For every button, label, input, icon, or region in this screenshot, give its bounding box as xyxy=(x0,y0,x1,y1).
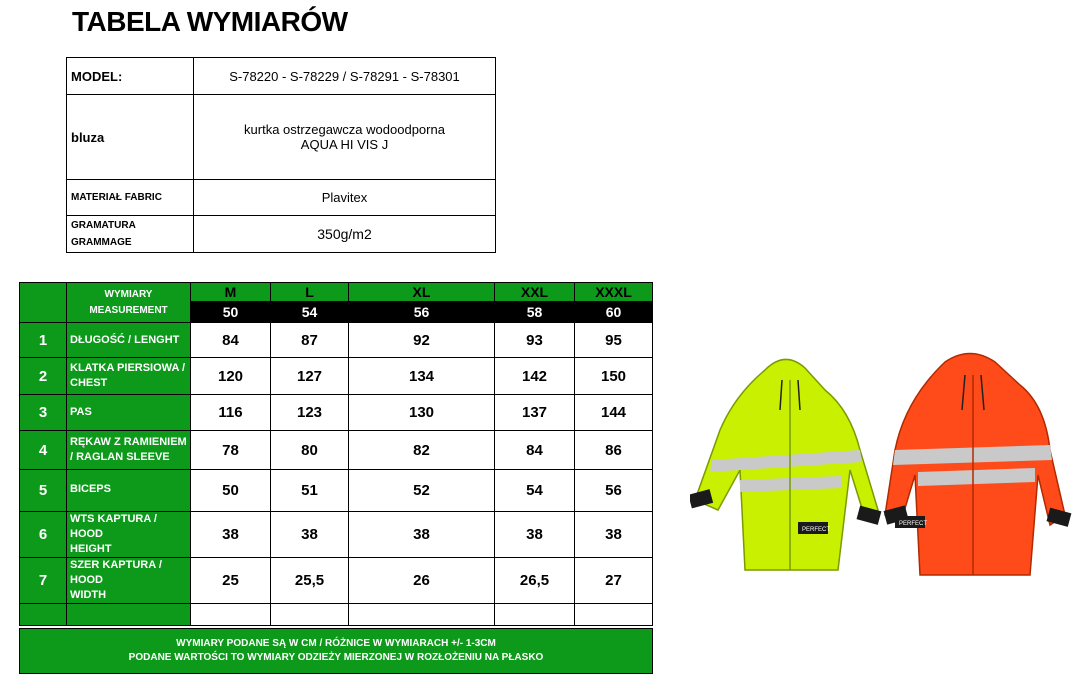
table-cell: 38 xyxy=(495,512,575,558)
row-label-line1: DŁUGOŚĆ / LENGHT xyxy=(70,333,180,346)
empty-cell xyxy=(349,604,495,626)
row-label-line1: BICEPS xyxy=(70,483,111,495)
table-cell: 93 xyxy=(495,323,575,358)
row-label-line1: WTS KAPTURA / HOOD xyxy=(70,513,157,540)
row-label-line2: WIDTH xyxy=(70,589,107,601)
table-row xyxy=(20,512,653,558)
header-empty-cell xyxy=(20,283,67,323)
size-chart-table xyxy=(19,282,653,626)
row-label xyxy=(67,558,191,604)
page-title: TABELA WYMIARÓW xyxy=(72,6,348,37)
row-label xyxy=(67,358,191,395)
empty-cell xyxy=(271,604,349,626)
eu-size: 58 xyxy=(495,302,575,323)
row-label-line2: / RAGLAN SLEEVE xyxy=(70,451,170,463)
row-number: 1 xyxy=(20,323,67,358)
grammage-row xyxy=(67,216,496,253)
table-cell: 134 xyxy=(349,358,495,395)
table-row xyxy=(20,323,653,358)
grammage-label-pl: GRAMATURA xyxy=(71,220,136,231)
table-cell: 137 xyxy=(495,395,575,431)
row-number: 6 xyxy=(20,512,67,558)
material-value: Plavitex xyxy=(194,180,496,216)
row-label xyxy=(67,470,191,512)
table-cell: 86 xyxy=(575,431,653,470)
table-cell: 150 xyxy=(575,358,653,395)
table-cell: 82 xyxy=(349,431,495,470)
eu-size: 50 xyxy=(191,302,271,323)
row-label-line2: HEIGHT xyxy=(70,543,112,555)
empty-cell xyxy=(495,604,575,626)
yellow-jacket-image xyxy=(690,359,881,570)
size-label-row xyxy=(20,283,653,302)
table-cell: 116 xyxy=(191,395,271,431)
grammage-value: 350g/m2 xyxy=(194,216,496,253)
row-label-line1: KLATKA PIERSIOWA / xyxy=(70,362,186,374)
row-label-line1: SZER KAPTURA / HOOD xyxy=(70,559,162,586)
model-value: S-78220 - S-78229 / S-78291 - S-78301 xyxy=(194,58,496,95)
model-label: MODEL: xyxy=(67,58,194,95)
table-row xyxy=(20,558,653,604)
jackets-illustration xyxy=(690,350,1075,580)
table-cell: 120 xyxy=(191,358,271,395)
table-cell: 144 xyxy=(575,395,653,431)
row-number: 3 xyxy=(20,395,67,431)
empty-cell xyxy=(20,604,67,626)
table-row-empty xyxy=(20,604,653,626)
row-label xyxy=(67,431,191,470)
table-cell: 26 xyxy=(349,558,495,604)
table-cell: 142 xyxy=(495,358,575,395)
table-cell: 127 xyxy=(271,358,349,395)
table-row xyxy=(20,470,653,512)
grammage-label-en: GRAMMAGE xyxy=(71,237,132,248)
grammage-label xyxy=(67,216,194,253)
measurement-header-pl: WYMIARY xyxy=(104,288,153,300)
material-row xyxy=(67,180,496,216)
row-label-line2: CHEST xyxy=(70,377,108,389)
table-cell: 51 xyxy=(271,470,349,512)
row-number: 7 xyxy=(20,558,67,604)
table-cell: 84 xyxy=(191,323,271,358)
size-label: XXL xyxy=(495,283,575,302)
row-number: 4 xyxy=(20,431,67,470)
table-cell: 38 xyxy=(191,512,271,558)
row-label xyxy=(67,323,191,358)
table-cell: 54 xyxy=(495,470,575,512)
row-label xyxy=(67,395,191,431)
material-label: MATERIAŁ FABRIC xyxy=(67,180,194,216)
empty-cell xyxy=(67,604,191,626)
eu-size: 60 xyxy=(575,302,653,323)
size-label: XXXL xyxy=(575,283,653,302)
measurement-header-en: MEASUREMENT xyxy=(89,304,168,316)
row-label xyxy=(67,512,191,558)
table-cell: 25 xyxy=(191,558,271,604)
size-label: M xyxy=(191,283,271,302)
footer-note xyxy=(19,628,653,674)
table-cell: 80 xyxy=(271,431,349,470)
size-label: L xyxy=(271,283,349,302)
bluza-line1: kurtka ostrzegawcza wodoodporna xyxy=(244,122,445,137)
table-cell: 38 xyxy=(271,512,349,558)
orange-jacket-badge: PERFECT xyxy=(899,521,928,527)
table-cell: 25,5 xyxy=(271,558,349,604)
orange-jacket-image xyxy=(884,354,1072,576)
table-cell: 38 xyxy=(575,512,653,558)
table-row xyxy=(20,395,653,431)
yellow-jacket-badge: PERFECT xyxy=(802,527,831,533)
table-cell: 123 xyxy=(271,395,349,431)
row-label-line1: RĘKAW Z RAMIENIEM xyxy=(70,436,187,448)
table-cell: 27 xyxy=(575,558,653,604)
table-cell: 50 xyxy=(191,470,271,512)
bluza-value xyxy=(194,95,496,180)
table-cell: 84 xyxy=(495,431,575,470)
footer-line1: WYMIARY PODANE SĄ W CM / RÓŻNICE W WYMIARACH +/- 1-3CM xyxy=(176,638,496,649)
table-cell: 38 xyxy=(349,512,495,558)
empty-cell xyxy=(191,604,271,626)
table-cell: 95 xyxy=(575,323,653,358)
measurement-header xyxy=(67,283,191,323)
empty-cell xyxy=(575,604,653,626)
table-cell: 130 xyxy=(349,395,495,431)
row-number: 2 xyxy=(20,358,67,395)
eu-size: 54 xyxy=(271,302,349,323)
footer-line2: PODANE WARTOŚCI TO WYMIARY ODZIEŻY MIERZONEJ W ROZŁOŻENIU NA PŁASKO xyxy=(128,652,544,663)
table-row xyxy=(20,431,653,470)
eu-size: 56 xyxy=(349,302,495,323)
table-cell: 78 xyxy=(191,431,271,470)
table-cell: 56 xyxy=(575,470,653,512)
bluza-row xyxy=(67,95,496,180)
table-cell: 87 xyxy=(271,323,349,358)
table-cell: 52 xyxy=(349,470,495,512)
bluza-line2: AQUA HI VIS J xyxy=(300,137,389,152)
row-number: 5 xyxy=(20,470,67,512)
table-cell: 26,5 xyxy=(495,558,575,604)
product-info-table xyxy=(66,57,496,253)
table-cell: 92 xyxy=(349,323,495,358)
table-row xyxy=(20,358,653,395)
model-row xyxy=(67,58,496,95)
bluza-label: bluza xyxy=(67,95,194,180)
size-label: XL xyxy=(349,283,495,302)
row-label-line1: PAS xyxy=(70,406,92,418)
